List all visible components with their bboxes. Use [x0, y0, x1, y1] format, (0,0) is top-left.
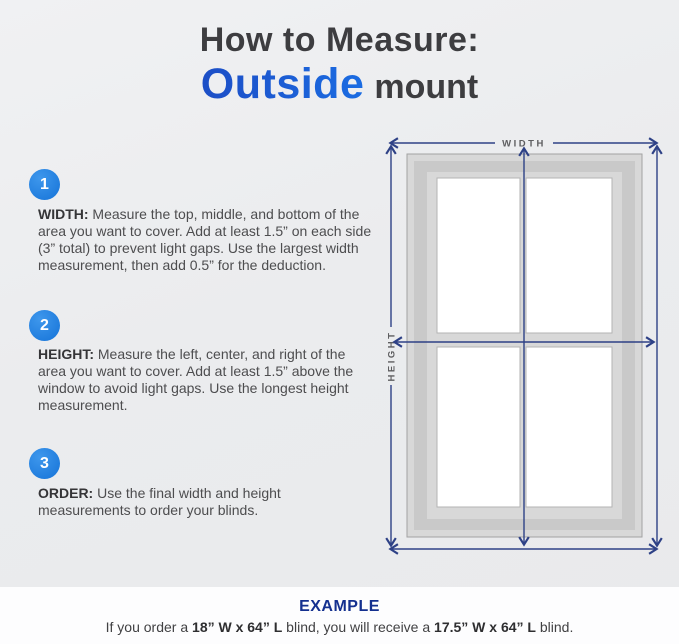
window-pane-bottom-right: [526, 347, 612, 507]
step-2-label: HEIGHT:: [38, 346, 94, 362]
example-sentence: [0, 619, 679, 635]
title-suffix: mount: [374, 68, 479, 107]
step-3-body: Use the final width and height measurements to order your blinds.: [38, 485, 281, 518]
width-arrow-label: WIDTH: [502, 138, 546, 150]
step-1-body: Measure the top, middle, and bottom of the area you want to cover. Add at least 1.5” on each side (3” total) to prevent light gaps. Use the largest width measurement, then add 0.5” for the deduction.: [38, 206, 372, 273]
step-3-label: ORDER:: [38, 485, 94, 501]
example-receive-size: 17.5” W x 64” L: [434, 619, 536, 635]
step-1-text: [38, 206, 372, 274]
step-2-badge: 2: [29, 310, 60, 341]
page-title: [0, 22, 679, 109]
step-1-label: WIDTH:: [38, 206, 89, 222]
window-pane-top-right: [526, 178, 612, 333]
height-arrow-label: HEIGHT: [386, 330, 398, 382]
step-3-text: [38, 485, 372, 519]
example-suffix: blind.: [535, 619, 574, 635]
window-diagram: [383, 135, 673, 560]
step-2-text: [38, 346, 372, 414]
step-3-badge: 3: [29, 448, 60, 479]
example-middle: blind, you will receive a: [282, 619, 435, 635]
step-2-body: Measure the left, center, and right of the area you want to cover. Add at least 1.5” above the window to avoid light gaps. Use the longest height measurement.: [38, 346, 354, 413]
window-pane-top-left: [437, 178, 520, 333]
example-heading: EXAMPLE: [299, 598, 380, 615]
title-highlight: Outside: [200, 60, 365, 109]
title-line2: [0, 61, 679, 108]
title-line1: How to Measure:: [199, 21, 480, 59]
example-order-size: 18” W x 64” L: [192, 619, 283, 635]
example-section: [0, 587, 679, 644]
window-pane-bottom-left: [437, 347, 520, 507]
example-prefix: If you order a: [105, 619, 193, 635]
step-1-badge: 1: [29, 169, 60, 200]
